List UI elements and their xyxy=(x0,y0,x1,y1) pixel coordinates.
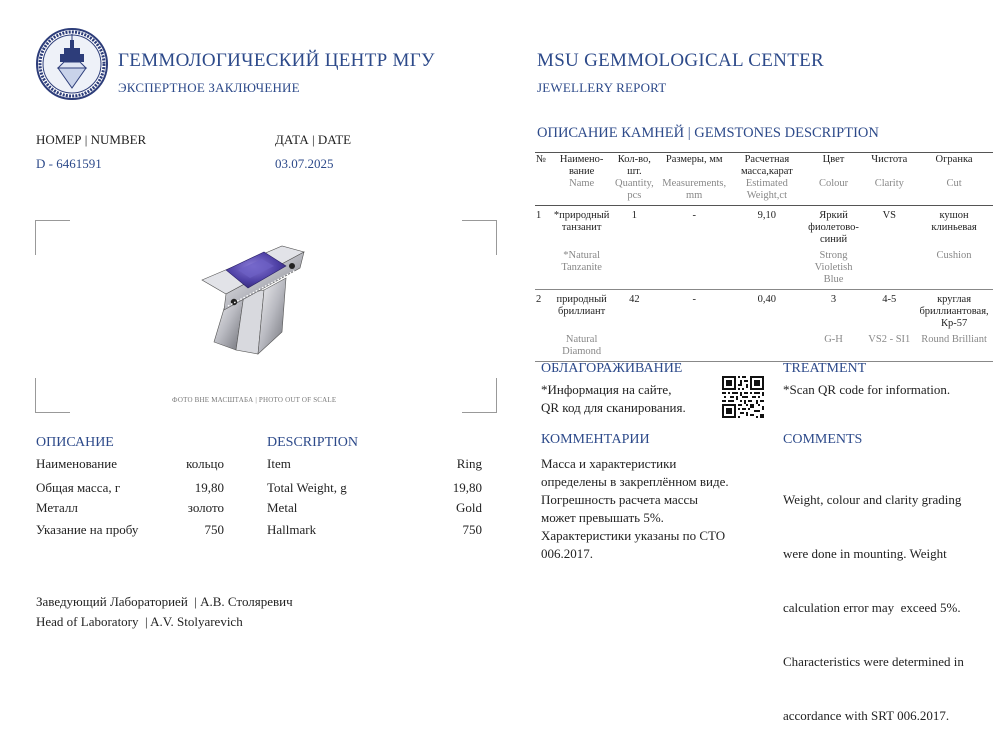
gem-cell-en xyxy=(535,330,553,362)
comments-ru-line: Погрешность расчета массы xyxy=(541,492,699,507)
photo-frame-corner-bl xyxy=(35,378,70,413)
comments-ru-line: Масса и характеристики xyxy=(541,456,677,471)
gem-cell: кушон клиньевая xyxy=(931,210,977,233)
desc-ru-value-0: кольцо xyxy=(186,456,224,471)
gem-cell-en xyxy=(610,330,658,362)
comments-en-text xyxy=(783,455,993,743)
photo-frame-corner-tr xyxy=(462,220,497,255)
desc-en-label-2: Metal xyxy=(267,500,298,515)
gem-row xyxy=(535,290,993,331)
gem-header-en: Name xyxy=(553,178,611,206)
gem-cell: Яркий фиолетово-синий xyxy=(808,210,859,245)
en-title: MSU GEMMOLOGICAL CENTER xyxy=(537,50,824,71)
gem-cell-en xyxy=(730,246,804,290)
gem-header-ru: Расчетная масса,карат xyxy=(730,153,804,179)
gem-cell-en xyxy=(658,330,730,362)
comments-ru-text xyxy=(541,455,771,563)
gem-cell-en: VS2 - SI1 xyxy=(863,330,915,362)
gemstones-table xyxy=(535,152,993,362)
ru-title: ГЕММОЛОГИЧЕСКИЙ ЦЕНТР МГУ xyxy=(118,50,435,71)
gem-cell-en: *Natural Tanzanite xyxy=(553,246,611,290)
gem-row-en xyxy=(535,246,993,290)
comments-en-line: accordance with SRT 006.2017. xyxy=(783,708,950,723)
photo-frame-corner-br xyxy=(462,378,497,413)
desc-en-label-3: Hallmark xyxy=(267,522,317,537)
comments-ru-line: может превышать 5%. xyxy=(541,510,664,525)
date-value: 03.07.2025 xyxy=(275,156,334,171)
comments-en-line: were done in mounting. Weight xyxy=(783,546,947,561)
desc-en-value-3: 750 xyxy=(462,522,482,537)
gem-header-en: Quantity, pcs xyxy=(610,178,658,206)
desc-ru-label-3: Указание на пробу xyxy=(36,522,139,537)
date-label: ДАТА | DATE xyxy=(275,132,352,147)
comments-en-line: Weight, colour and clarity grading xyxy=(783,492,962,507)
number-label: НОМЕР | NUMBER xyxy=(36,132,147,147)
photo-frame-corner-tl xyxy=(35,220,70,255)
gem-cell: 3 xyxy=(830,294,837,305)
gem-cell: природный бриллиант xyxy=(556,294,607,317)
gem-header-en: Cut xyxy=(915,178,993,206)
gem-cell: - xyxy=(692,294,696,305)
treatment-ru-text-1: *Информация на сайте, xyxy=(541,382,672,397)
gem-cell: 42 xyxy=(629,294,640,305)
desc-ru-label-0: Наименование xyxy=(36,456,117,471)
gem-cell: VS xyxy=(882,210,896,221)
comments-ru-line: Характеристики указаны по СТО xyxy=(541,528,726,543)
treatment-en-text: *Scan QR code for information. xyxy=(783,382,951,397)
gem-header-en xyxy=(535,178,553,206)
gem-cell-en: Natural Diamond xyxy=(553,330,611,362)
comments-en-line: Characteristics were determined in xyxy=(783,654,964,669)
gem-cell-en xyxy=(658,246,730,290)
gem-header-ru: Размеры, мм xyxy=(658,153,730,179)
gem-header-ru: Кол-во, шт. xyxy=(610,153,658,179)
desc-en-label-0: Item xyxy=(267,456,291,471)
comments-en-title: COMMENTS xyxy=(783,432,863,447)
desc-en-value-2: Gold xyxy=(456,500,482,515)
gem-cell: 0,40 xyxy=(757,294,777,305)
gem-cell: 4-5 xyxy=(882,294,897,305)
desc-ru-value-2: золото xyxy=(187,500,224,515)
description-ru-title: ОПИСАНИЕ xyxy=(36,435,114,450)
ru-subtitle: ЭКСПЕРТНОЕ ЗАКЛЮЧЕНИЕ xyxy=(118,80,300,95)
treatment-ru-text-2: QR код для сканирования. xyxy=(541,400,686,415)
gem-cell: - xyxy=(692,210,696,221)
gem-header-en: Measurements, mm xyxy=(658,178,730,206)
gem-header-en: Clarity xyxy=(863,178,915,206)
comments-ru-line: 006.2017. xyxy=(541,546,593,561)
gem-cell-en xyxy=(730,330,804,362)
treatment-en-title: TREATMENT xyxy=(783,361,867,376)
gemstones-title: ОПИСАНИЕ КАМНЕЙ | GEMSTONES DESCRIPTION xyxy=(537,125,879,141)
signature-ru: Заведующий Лабораторией | А.В. Столяревич xyxy=(36,594,293,609)
gem-header-ru: № xyxy=(535,153,553,179)
comments-en-line: calculation error may exceed 5%. xyxy=(783,600,961,615)
gem-cell-en: Strong Violetish Blue xyxy=(804,246,864,290)
gem-header-en: Colour xyxy=(804,178,864,206)
gem-cell-en xyxy=(535,246,553,290)
en-subtitle: JEWELLERY REPORT xyxy=(537,80,667,95)
gem-cell-en: Cushion xyxy=(915,246,993,290)
signature-en: Head of Laboratory | A.V. Stolyarevich xyxy=(36,614,243,629)
comments-ru-line: определены в закреплённом виде. xyxy=(541,474,729,489)
gem-cell-en xyxy=(610,246,658,290)
desc-ru-value-1: 19,80 xyxy=(194,480,224,495)
gem-header-ru: Чистота xyxy=(863,153,915,179)
gem-cell-en: G-H xyxy=(804,330,864,362)
description-en-title: DESCRIPTION xyxy=(267,435,359,450)
gem-header-ru: Цвет xyxy=(804,153,864,179)
msu-logo xyxy=(36,28,108,100)
gem-row xyxy=(535,206,993,247)
gem-header-en: Estimated Weight,ct xyxy=(730,178,804,206)
desc-ru-label-1: Общая масса, г xyxy=(36,480,121,495)
gem-row-en xyxy=(535,330,993,362)
desc-en-label-1: Total Weight, g xyxy=(267,480,347,495)
gem-header-ru: Огранка xyxy=(915,153,993,179)
gem-cell-en: Round Brilliant xyxy=(915,330,993,362)
gem-header-ru: Наимено-вание xyxy=(553,153,611,179)
treatment-ru-title: ОБЛАГОРАЖИВАНИЕ xyxy=(541,361,683,376)
gem-cell: круглая бриллиантовая, Кр-57 xyxy=(919,294,989,329)
gem-cell: *природный танзанит xyxy=(553,210,610,233)
desc-en-value-0: Ring xyxy=(456,456,482,471)
number-value: D - 6461591 xyxy=(36,156,102,171)
ring-photo xyxy=(196,232,308,358)
gem-cell: 2 xyxy=(536,294,542,305)
desc-ru-label-2: Металл xyxy=(36,500,78,515)
qr-code[interactable] xyxy=(722,376,764,418)
gem-cell: 9,10 xyxy=(757,210,777,221)
gem-cell-en xyxy=(863,246,915,290)
gem-cell: 1 xyxy=(536,210,542,221)
photo-caption: ФОТО ВНЕ МАСШТАБА | PHOTO OUT OF SCALE xyxy=(172,396,337,404)
desc-ru-value-3: 750 xyxy=(204,522,224,537)
gem-cell: 1 xyxy=(631,210,637,221)
desc-en-value-1: 19,80 xyxy=(452,480,482,495)
comments-ru-title: КОММЕНТАРИИ xyxy=(541,432,650,447)
